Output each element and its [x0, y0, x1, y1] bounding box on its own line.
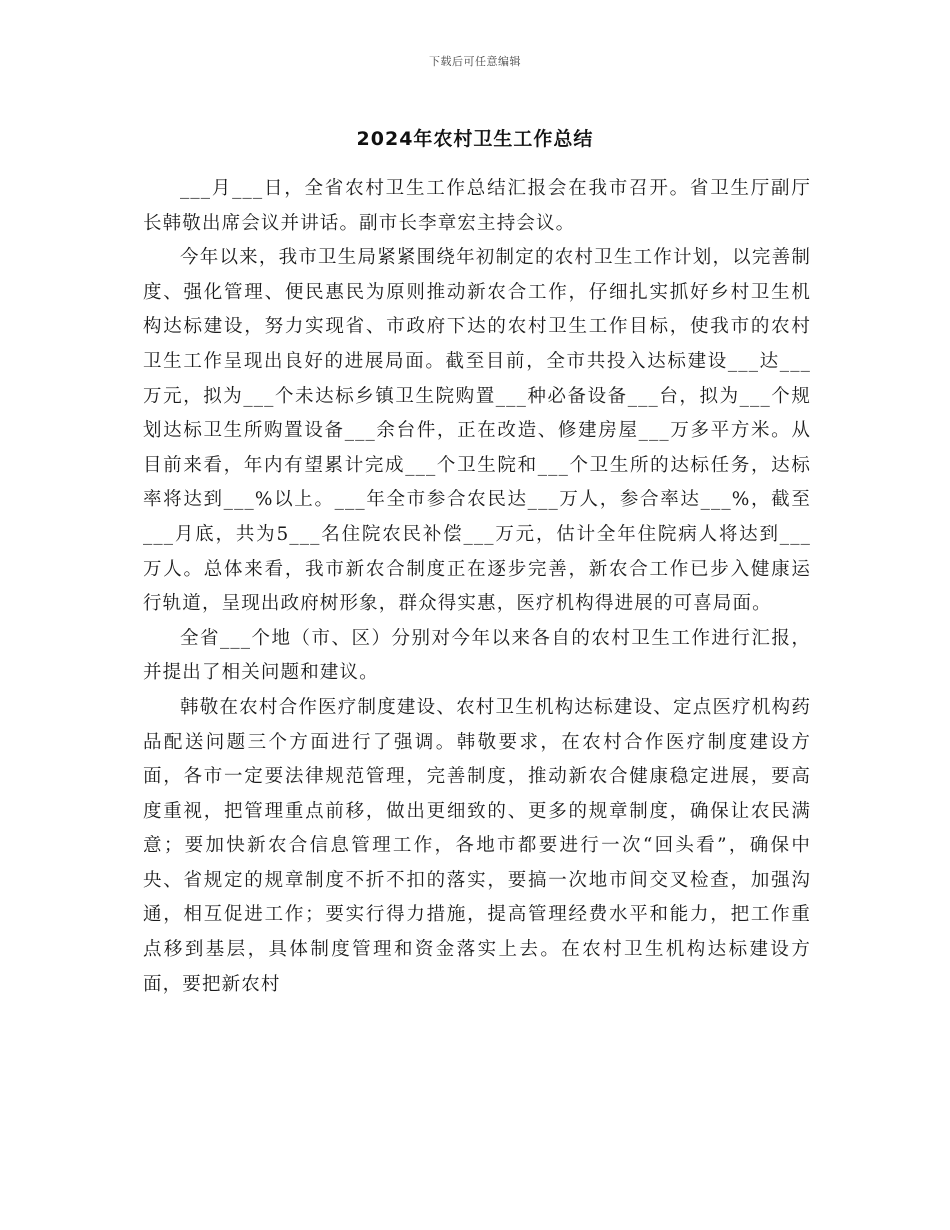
paragraph-4: 韩敬在农村合作医疗制度建设、农村卫生机构达标建设、定点医疗机构药品配送问题三个方面进行了强调。韩敬要求，在农村合作医疗制度建设方面，各市一定要法律规范管理，完善制度，推动新农合健康稳定进展，要高度重视，把管理重点前移，做出更细致的、更多的规章制度，确保让农民满意；要加快新农合信息管理工作，各地市都要进行一次“回头看”，确保中央、省规定的规章制度不折不扣的落实，要搞一次地市间交叉检查，加强沟通，相互促进工作；要实行得力措施，提高管理经费水平和能力，把工作重点移到基层，具体制度管理和资金落实上去。在农村卫生机构达标建设方面，要把新农村: [143, 696, 811, 995]
paragraph-2: 今年以来，我市卫生局紧紧围绕年初制定的农村卫生工作计划，以完善制度、强化管理、便民惠民为原则推动新农合工作，仔细扎实抓好乡村卫生机构达标建设，努力实现省、市政府下达的农村卫生工作目标，使我市的农村卫生工作呈现出良好的进展局面。截至目前，全市共投入达标建设___达___万元，拟为___个未达标乡镇卫生院购置___种必备设备___台，拟为___个规划达标卫生所购置设备___余台件，正在改造、修建房屋___万多平方米。从目前来看，年内有望累计完成___个卫生院和___个卫生所的达标任务，达标率将达到___%以上。___年全市参合农民达___万人，参合率达___%，截至___月底，共为5___名住院农民补偿___万元，估计全年住院病人将达到___万人。总体来看，我市新农合制度正在逐步完善，新农合工作已步入健康运行轨道，呈现出政府树形象，群众得实惠，医疗机构得进展的可喜局面。: [143, 247, 811, 615]
paragraph-3: 全省___个地（市、区）分别对今年以来各自的农村卫生工作进行汇报，并提出了相关问题和建议。: [143, 627, 811, 684]
paragraph-1: ___月___日，全省农村卫生工作总结汇报会在我市召开。省卫生厅副厅长韩敬出席会议并讲话。副市长李章宏主持会议。: [143, 178, 811, 234]
document-body: [143, 172, 811, 1002]
page-header: 下载后可任意编辑: [429, 55, 521, 68]
document-title: 2024年农村卫生工作总结: [356, 128, 594, 150]
